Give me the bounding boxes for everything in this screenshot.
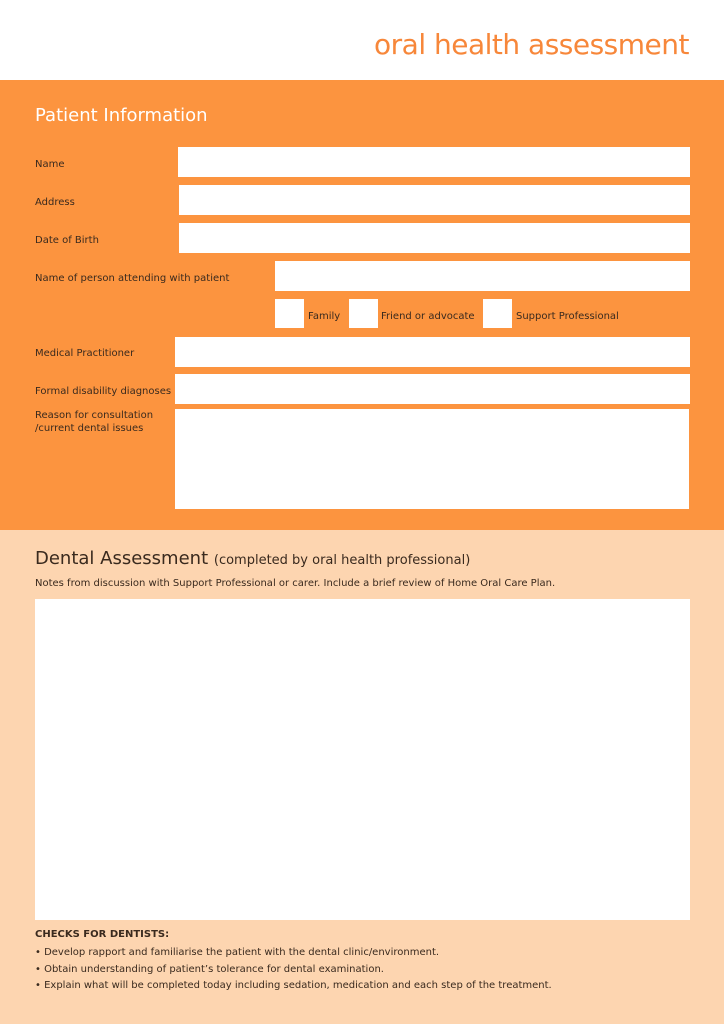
document-title: oral health assessment [374,28,689,61]
support-professional-checkbox[interactable] [483,299,512,328]
medical-practitioner-label: Medical Practitioner [35,348,135,359]
friend-or-advocate-checkbox[interactable] [349,299,378,328]
attending-person-field[interactable] [275,261,690,291]
checks-for-dentists-title: CHECKS FOR DENTISTS: [35,929,170,940]
date-of-birth-label: Date of Birth [35,235,99,246]
reason-label-line1: Reason for consultation [35,410,154,421]
medical-practitioner-field[interactable] [175,337,690,367]
support-professional-checkbox-label: Support Professional [516,311,619,322]
friend-or-advocate-checkbox-label: Friend or advocate [381,311,475,322]
dental-assessment-subtitle: (completed by oral health professional) [213,553,471,568]
attending-person-label: Name of person attending with patient [35,273,230,284]
address-field[interactable] [179,185,690,215]
date-of-birth-field[interactable] [179,223,690,253]
notes-field[interactable] [35,599,690,920]
dental-assessment-title [35,548,470,569]
address-label: Address [35,197,75,208]
name-field[interactable] [178,147,690,177]
patient-information-title: Patient Information [35,105,208,126]
reason-for-consultation-field[interactable] [175,409,689,509]
header [0,0,724,80]
notes-instruction: Notes from discussion with Support Professional or carer. Include a brief review of Home Oral Care Plan. [35,578,556,589]
disability-diagnoses-label: Formal disability diagnoses [35,386,172,397]
reason-label-line2: /current dental issues [35,423,144,434]
family-checkbox[interactable] [275,299,304,328]
family-checkbox-label: Family [308,311,341,322]
name-label: Name [35,159,65,170]
dental-assessment-heading: Dental Assessment [35,548,209,569]
check-item: • Develop rapport and familiarise the patient with the dental clinic/environment. [35,947,440,958]
check-item: • Explain what will be completed today including sedation, medication and each step of the treatment. [35,980,552,991]
check-item: • Obtain understanding of patient’s tolerance for dental examination. [35,964,384,975]
disability-diagnoses-field[interactable] [175,374,690,404]
